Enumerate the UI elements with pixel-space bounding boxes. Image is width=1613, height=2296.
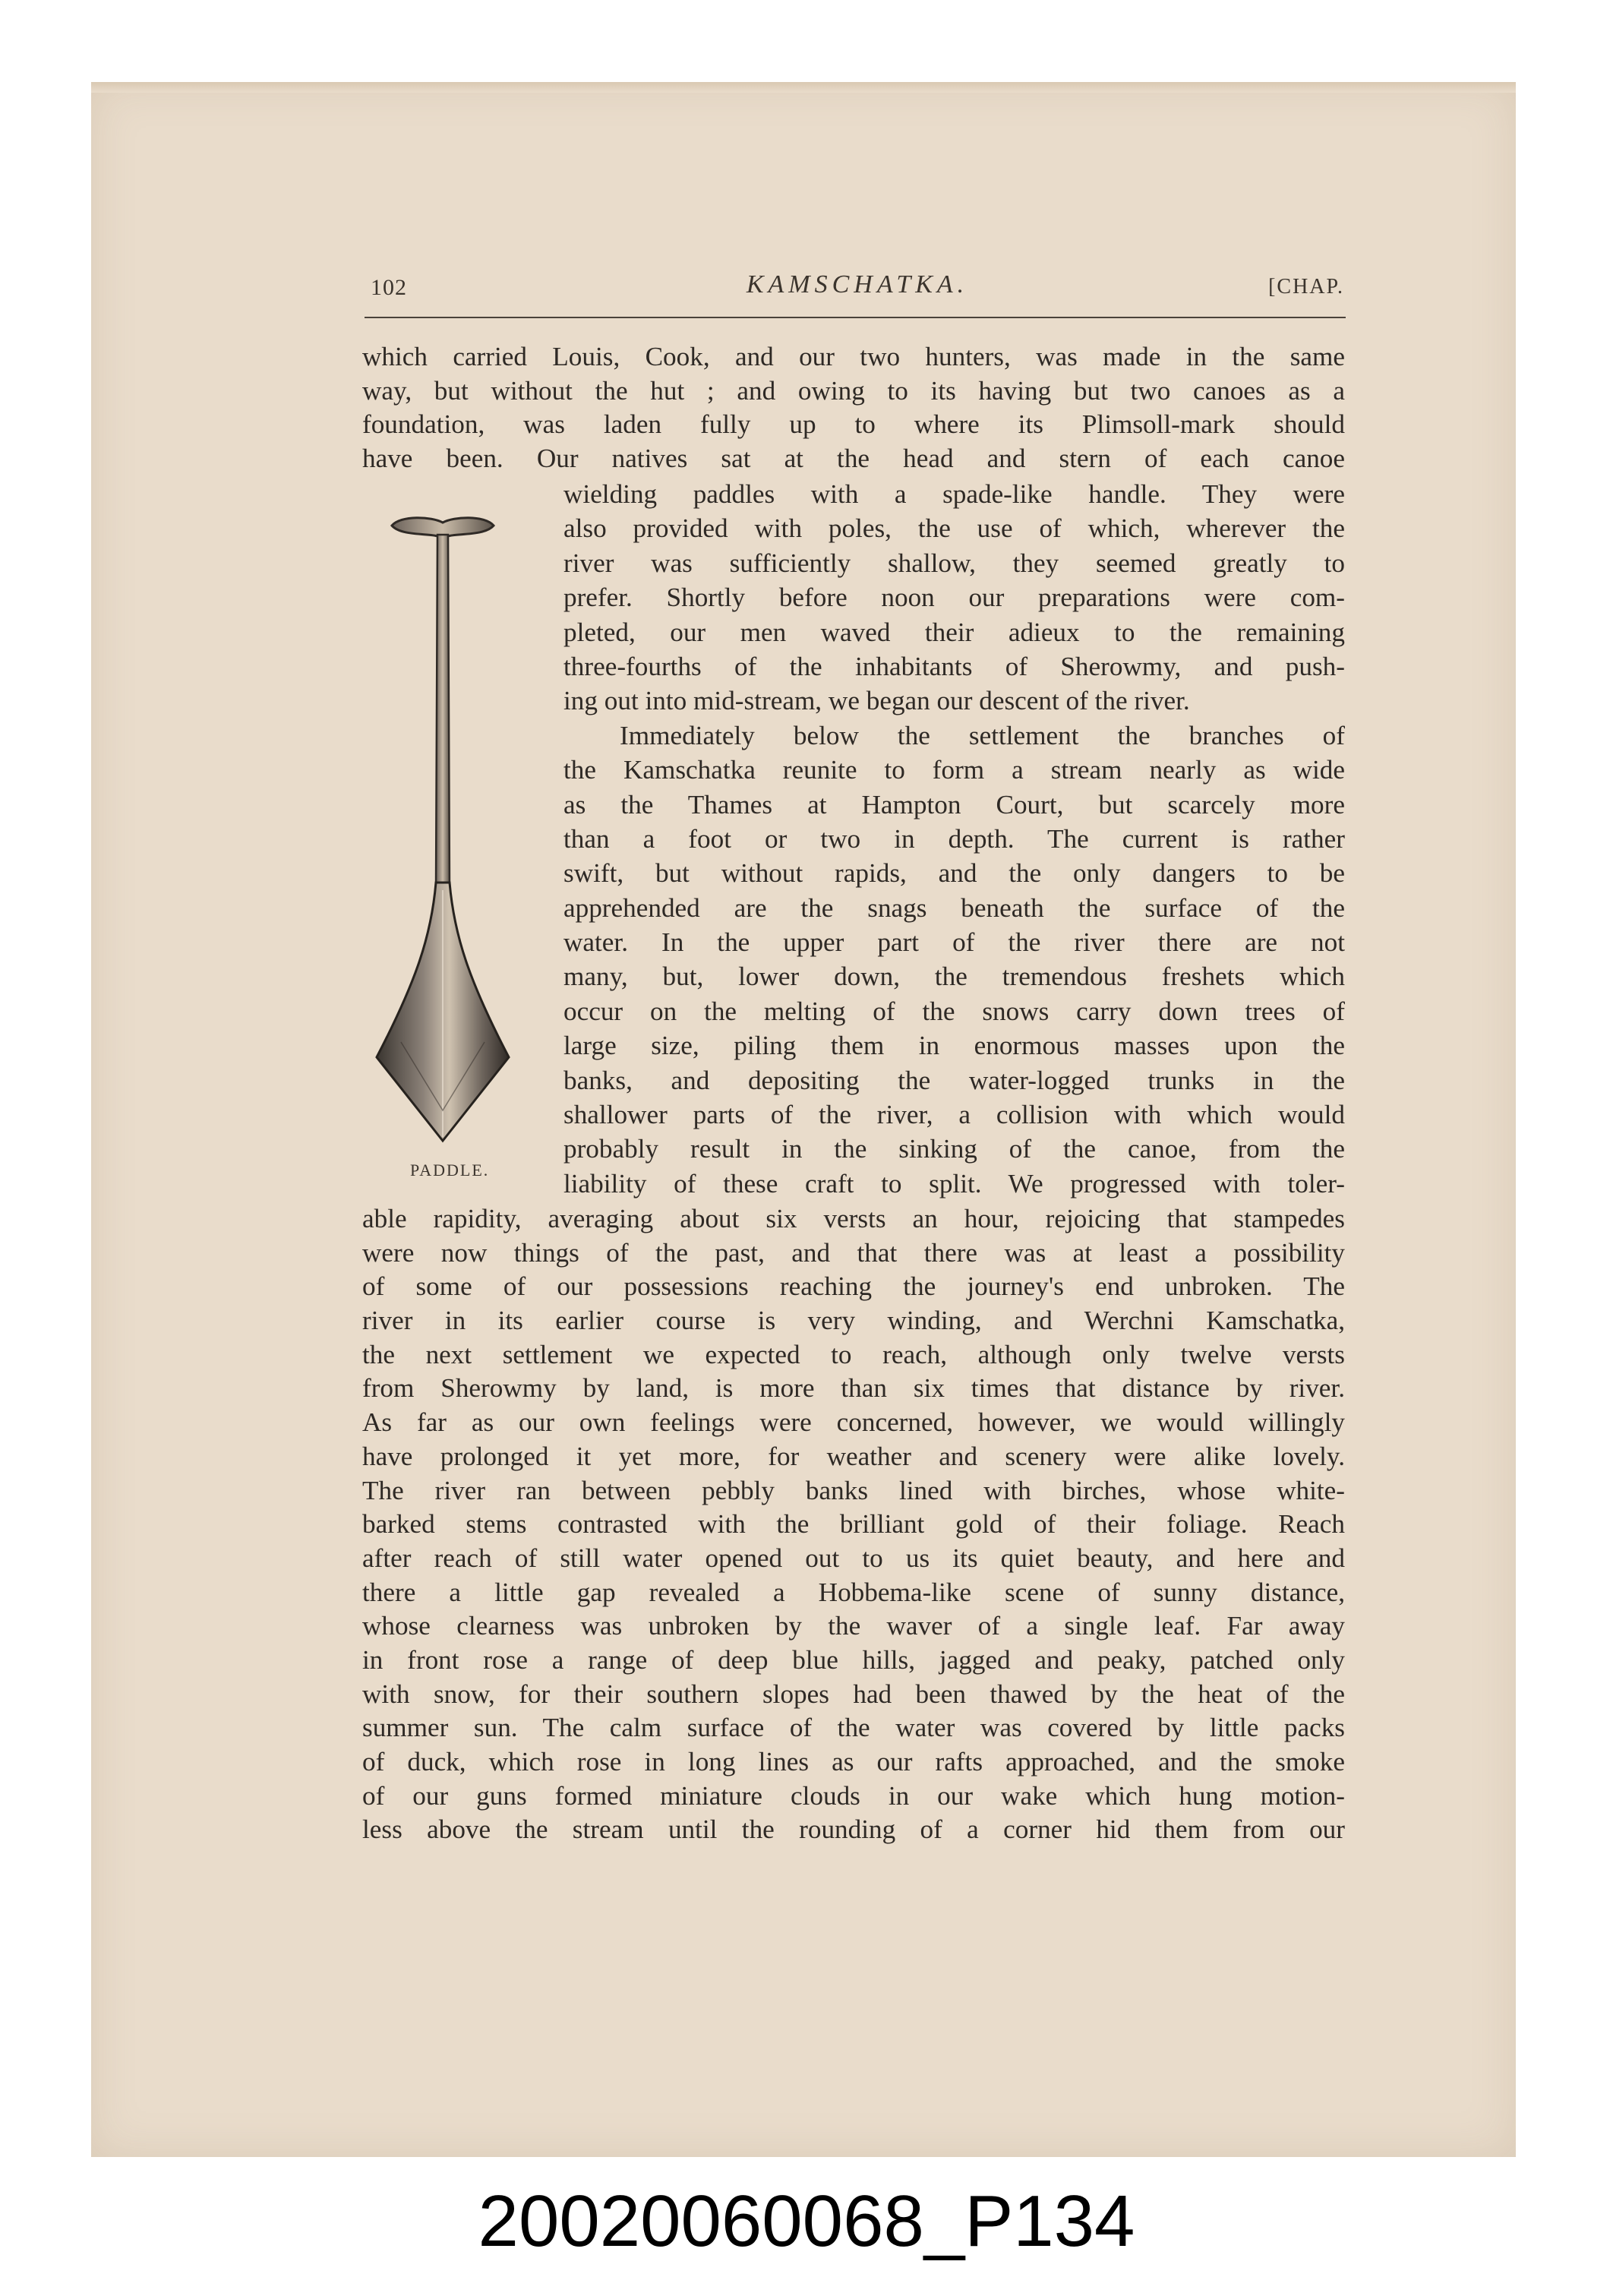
text-line: liability of these craft to split. We progressed with toler- bbox=[563, 1168, 1345, 1199]
text-line: three-fourths of the inhabitants of Sherowmy, and push- bbox=[563, 651, 1345, 681]
text-line: Immediately below the settlement the branches of bbox=[620, 720, 1345, 750]
text-line: foundation, was laden fully up to where its Plimsoll-mark should bbox=[362, 409, 1345, 440]
chapter-mark: [CHAP. bbox=[1268, 275, 1344, 298]
text-line: from Sherowmy by land, is more than six times that distance by river. bbox=[362, 1373, 1345, 1404]
text-line: occur on the melting of the snows carry down trees of bbox=[563, 996, 1345, 1026]
text-line: in front rose a range of deep blue hills, jagged and peaky, patched only bbox=[362, 1644, 1345, 1675]
text-line: way, but without the hut ; and owing to its having but two canoes as a bbox=[362, 375, 1345, 406]
text-line: the next settlement we expected to reach, although only twelve versts bbox=[362, 1339, 1345, 1369]
text-line: were now things of the past, and that there was at least a possibility bbox=[362, 1237, 1345, 1268]
text-line: The river ran between pebbly banks lined with birches, whose white- bbox=[362, 1475, 1345, 1505]
text-line: there a little gap revealed a Hobbema-like scene of sunny distance, bbox=[362, 1577, 1345, 1607]
text-line: the Kamschatka reunite to form a stream nearly as wide bbox=[563, 755, 1345, 785]
text-line: probably result in the sinking of the canoe, from the bbox=[563, 1134, 1345, 1164]
text-line: whose clearness was unbroken by the waver of a single leaf. Far away bbox=[362, 1611, 1345, 1641]
text-line: river in its earlier course is very winding, and Werchni Kamschatka, bbox=[362, 1306, 1345, 1336]
text-line: also provided with poles, the use of which, wherever the bbox=[563, 513, 1345, 544]
page-number: 102 bbox=[371, 275, 407, 300]
text-line: which carried Louis, Cook, and our two hunters, was made in the same bbox=[362, 342, 1345, 371]
figure-caption: PADDLE. bbox=[410, 1161, 490, 1180]
text-block-top bbox=[362, 340, 1345, 476]
text-line: prefer. Shortly before noon our preparations were com- bbox=[563, 583, 1345, 613]
text-line: as the Thames at Hampton Court, but scarcely more bbox=[563, 789, 1345, 820]
text-line: pleted, our men waved their adieux to the remaining bbox=[563, 617, 1345, 647]
text-line: of our guns formed miniature clouds in our wake which hung motion- bbox=[362, 1780, 1345, 1811]
text-line: ing out into mid-stream, we began our descent of the river. bbox=[563, 686, 1190, 716]
text-line: many, but, lower down, the tremendous freshets which bbox=[563, 962, 1345, 992]
text-line: As far as our own feelings were concerned, however, we would willingly bbox=[362, 1407, 1345, 1438]
text-line: swift, but without rapids, and the only dangers to be bbox=[563, 858, 1345, 889]
text-line: banks, and depositing the water-logged trunks in the bbox=[563, 1065, 1345, 1095]
text-line: river was sufficiently shallow, they seemed greatly to bbox=[563, 548, 1345, 578]
text-line: shallower parts of the river, a collision with which would bbox=[563, 1100, 1345, 1130]
running-title: KAMSCHATKA. bbox=[746, 270, 969, 298]
header-rule bbox=[365, 317, 1346, 318]
text-block-wrapped bbox=[563, 477, 1345, 1201]
text-line: wielding paddles with a spade-like handle. They were bbox=[563, 479, 1345, 509]
text-line: of duck, which rose in long lines as our rafts approached, and the smoke bbox=[362, 1747, 1345, 1776]
text-line: than a foot or two in depth. The current is rather bbox=[563, 823, 1345, 854]
text-block-bottom bbox=[362, 1202, 1345, 1846]
text-line: apprehended are the snags beneath the surface of the bbox=[563, 892, 1345, 923]
paddle-illustration bbox=[371, 510, 515, 1156]
text-line: water. In the upper part of the river there are not bbox=[563, 927, 1345, 958]
text-line: less above the stream until the rounding of a corner hid them from our bbox=[362, 1814, 1345, 1845]
running-head bbox=[371, 270, 1344, 310]
text-line: barked stems contrasted with the brilliant gold of their foliage. Reach bbox=[362, 1509, 1345, 1540]
text-line: large size, piling them in enormous masses upon the bbox=[563, 1031, 1345, 1061]
text-line: summer sun. The calm surface of the water was covered by little packs bbox=[362, 1713, 1345, 1743]
catalog-id: 20020060068_P134 bbox=[478, 2181, 1135, 2262]
page-edge bbox=[91, 82, 1516, 93]
text-line: of some of our possessions reaching the journey's end unbroken. The bbox=[362, 1271, 1345, 1302]
text-line: after reach of still water opened out to us its quiet beauty, and here and bbox=[362, 1543, 1345, 1573]
text-line: have been. Our natives sat at the head and stern of each canoe bbox=[362, 444, 1345, 474]
text-line: able rapidity, averaging about six versts an hour, rejoicing that stampedes bbox=[362, 1204, 1345, 1233]
text-line: have prolonged it yet more, for weather and scenery were alike lovely. bbox=[362, 1441, 1345, 1471]
text-line: with snow, for their southern slopes had been thawed by the heat of the bbox=[362, 1679, 1345, 1709]
